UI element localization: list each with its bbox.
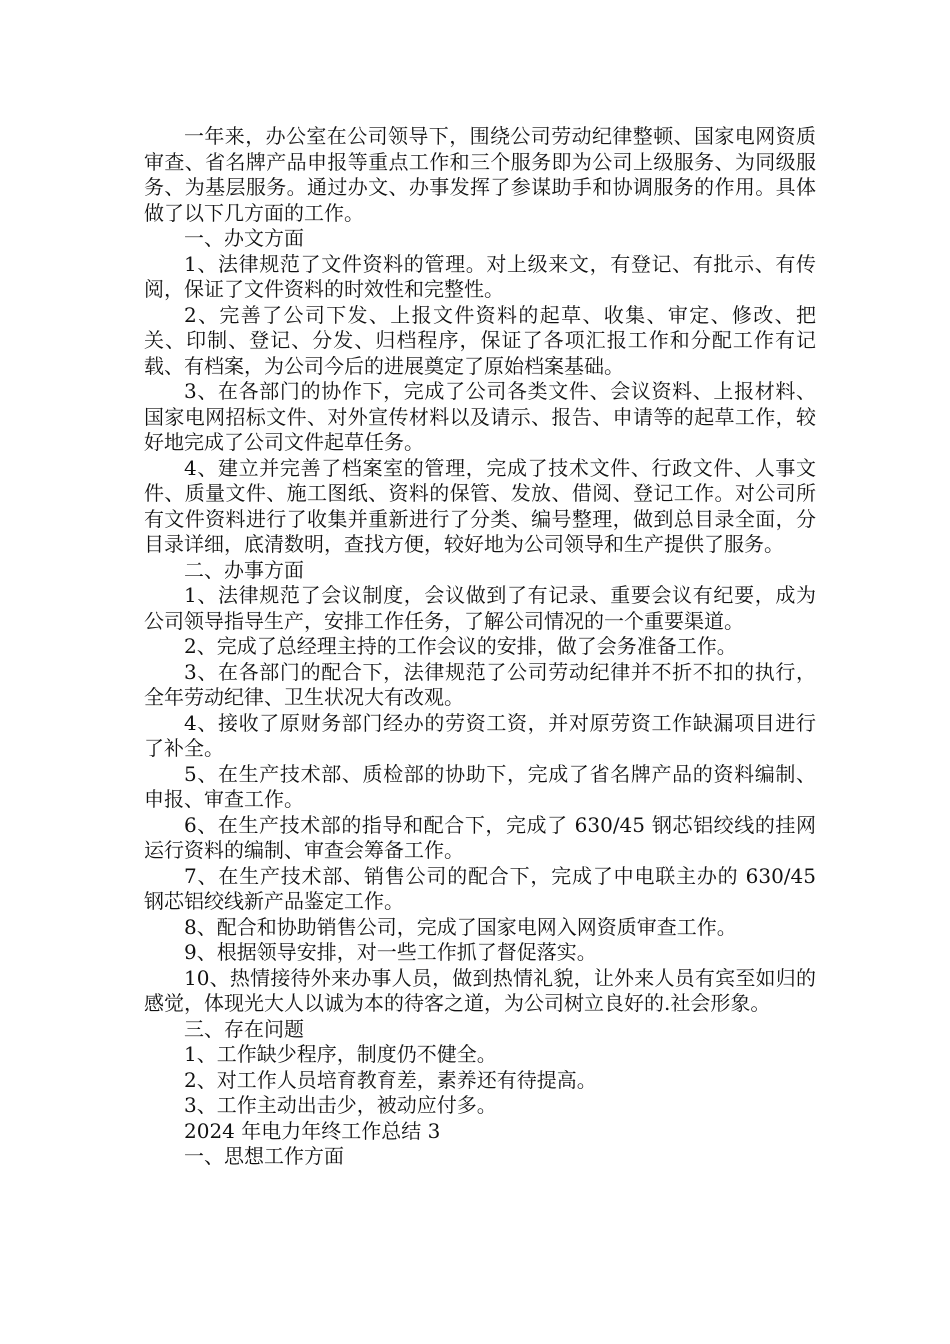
list-item: 3、在各部门的配合下，法律规范了公司劳动纪律并不折不扣的执行，全年劳动纪律、卫生状况大有改观。 [144, 659, 816, 709]
document-title: 2024 年电力年终工作总结 3 [184, 1118, 441, 1143]
list-item: 4、建立并完善了档案室的管理，完成了技术文件、行政文件、人事文件、质量文件、施工图纸、资料的保管、发放、借阅、登记工作。对公司所有文件资料进行了收集并重新进行了分类、编号整理，做到总目录全面，分目录详细，底清数明，查找方便，较好地为公司领导和生产提供了服务。 [144, 455, 816, 556]
section-heading-ideological-work: 一、思想工作方面 [184, 1144, 344, 1168]
list-item: 4、接收了原财务部门经办的劳资工资，并对原劳资工作缺漏项目进行了补全。 [144, 710, 816, 760]
list-item: 8、配合和协助销售公司，完成了国家电网入网资质审查工作。 [184, 914, 737, 939]
section-heading-problems: 三、存在问题 [184, 1016, 304, 1041]
list-item: 3、在各部门的协作下，完成了公司各类文件、会议资料、上报材料、国家电网招标文件、对外宣传材料以及请示、报告、申请等的起草工作，较好地完成了公司文件起草任务。 [144, 379, 816, 454]
section-heading-affairs-work: 二、办事方面 [184, 557, 304, 582]
document-body [144, 124, 816, 1170]
list-item: 5、在生产技术部、质检部的协助下，完成了省名牌产品的资料编制、申报、审查工作。 [144, 761, 816, 811]
list-item: 2、完善了公司下发、上报文件资料的起草、收集、审定、修改、把关、印制、登记、分发、归档程序，保证了各项汇报工作和分配工作有记载、有档案，为公司今后的进展奠定了原始档案基础。 [144, 302, 816, 378]
list-item: 1、工作缺少程序，制度仍不健全。 [184, 1042, 497, 1066]
list-item: 9、根据领导安排，对一些工作抓了督促落实。 [184, 940, 597, 964]
list-item: 10、热情接待外来办事人员，做到热情礼貌，让外来人员有宾至如归的感觉，体现光大人以诚为本的待客之道，为公司树立良好的.社会形象。 [144, 965, 816, 1015]
list-item: 3、工作主动出击少，被动应付多。 [184, 1093, 497, 1117]
list-item: 1、法律规范了文件资料的管理。对上级来文，有登记、有批示、有传阅，保证了文件资料的时效性和完整性。 [144, 251, 816, 301]
section-heading-document-work: 一、办文方面 [184, 226, 304, 250]
list-item: 1、法律规范了会议制度，会议做到了有记录、重要会议有纪要，成为公司领导指导生产，安排工作任务，了解公司情况的一个重要渠道。 [144, 583, 816, 633]
list-item: 7、在生产技术部、销售公司的配合下，完成了中电联主办的 630/45 钢芯铝绞线新产品鉴定工作。 [144, 863, 816, 913]
list-item: 2、对工作人员培育教育差，素养还有待提高。 [184, 1067, 597, 1092]
list-item: 6、在生产技术部的指导和配合下，完成了 630/45 钢芯铝绞线的挂网运行资料的编制、审查会筹备工作。 [144, 812, 816, 862]
list-item: 2、完成了总经理主持的工作会议的安排，做了会务准备工作。 [184, 634, 737, 658]
intro-paragraph: 一年来，办公室在公司领导下，围绕公司劳动纪律整顿、国家电网资质审查、省名牌产品申报等重点工作和三个服务即为公司上级服务、为同级服务、为基层服务。通过办文、办事发挥了参谋助手和协调服务的作用。具体做了以下几方面的工作。 [144, 124, 816, 225]
